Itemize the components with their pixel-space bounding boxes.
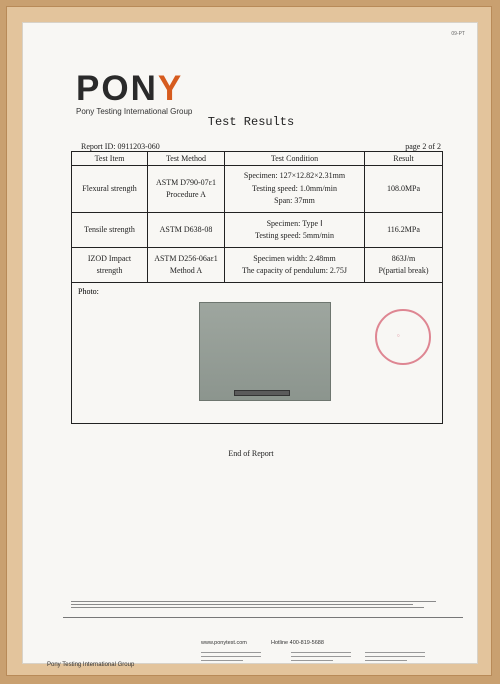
table-row (72, 213, 442, 248)
footer-group-name: Pony Testing International Group (47, 662, 135, 668)
specimen-bar-photo (234, 390, 290, 396)
end-of-report: End of Report (228, 449, 274, 458)
footer-hotline: Hotline 400-819-5688 (271, 640, 324, 646)
table-row (72, 248, 442, 283)
report-page (22, 22, 478, 668)
cell-test-method: ASTM D638-08 (148, 213, 225, 247)
header-test-condition: Test Condition (225, 152, 365, 165)
pony-logo: PONY (76, 69, 184, 108)
red-seal-stamp: ○ (375, 309, 431, 365)
footer-website: www.ponytest.com (201, 640, 247, 646)
cell-test-condition: Specimen: Type Ⅰ Testing speed: 5mm/min (225, 213, 365, 247)
header-result: Result (393, 153, 414, 163)
photo-label: Photo: (78, 287, 99, 296)
cell-test-item: Tensile strength (72, 213, 148, 247)
page-title: Test Results (207, 115, 295, 129)
cell-test-item: IZOD Impact strength (72, 248, 148, 282)
cell-test-condition: Specimen: 127×12.82×2.31mm Testing speed: 1.0mm/min Span: 37mm (225, 166, 365, 212)
cell-test-method: ASTM D256-06aε1 Method A (148, 248, 225, 282)
results-table (71, 151, 443, 424)
header-test-method: Test Method (148, 152, 225, 165)
fine-print-notice (71, 599, 443, 619)
cell-result: 108.0MPa (386, 183, 421, 193)
table-header-row (72, 152, 442, 166)
cell-test-method: ASTM D790-07ε1 Procedure A (148, 166, 225, 212)
cell-test-item: Flexural strength (72, 166, 148, 212)
table-row (72, 166, 442, 213)
header-test-item: Test Item (72, 152, 148, 165)
footer-address-col-3 (365, 649, 425, 664)
cell-result: 863J/m P(partial break) (378, 253, 429, 275)
cell-test-condition: Specimen width: 2.48mm The capacity of pendulum: 2.75J (225, 248, 365, 282)
footer-address-col-2 (291, 649, 351, 664)
report-id: Report ID: 0911203-060 (81, 142, 160, 151)
specimen-photo (199, 302, 331, 401)
corner-code: 09-PT (451, 31, 465, 37)
group-name: Pony Testing International Group (76, 107, 193, 116)
cell-result: 116.2MPa (387, 224, 420, 234)
footer-address-col-1 (201, 649, 261, 664)
page-number: page 2 of 2 (405, 142, 441, 151)
